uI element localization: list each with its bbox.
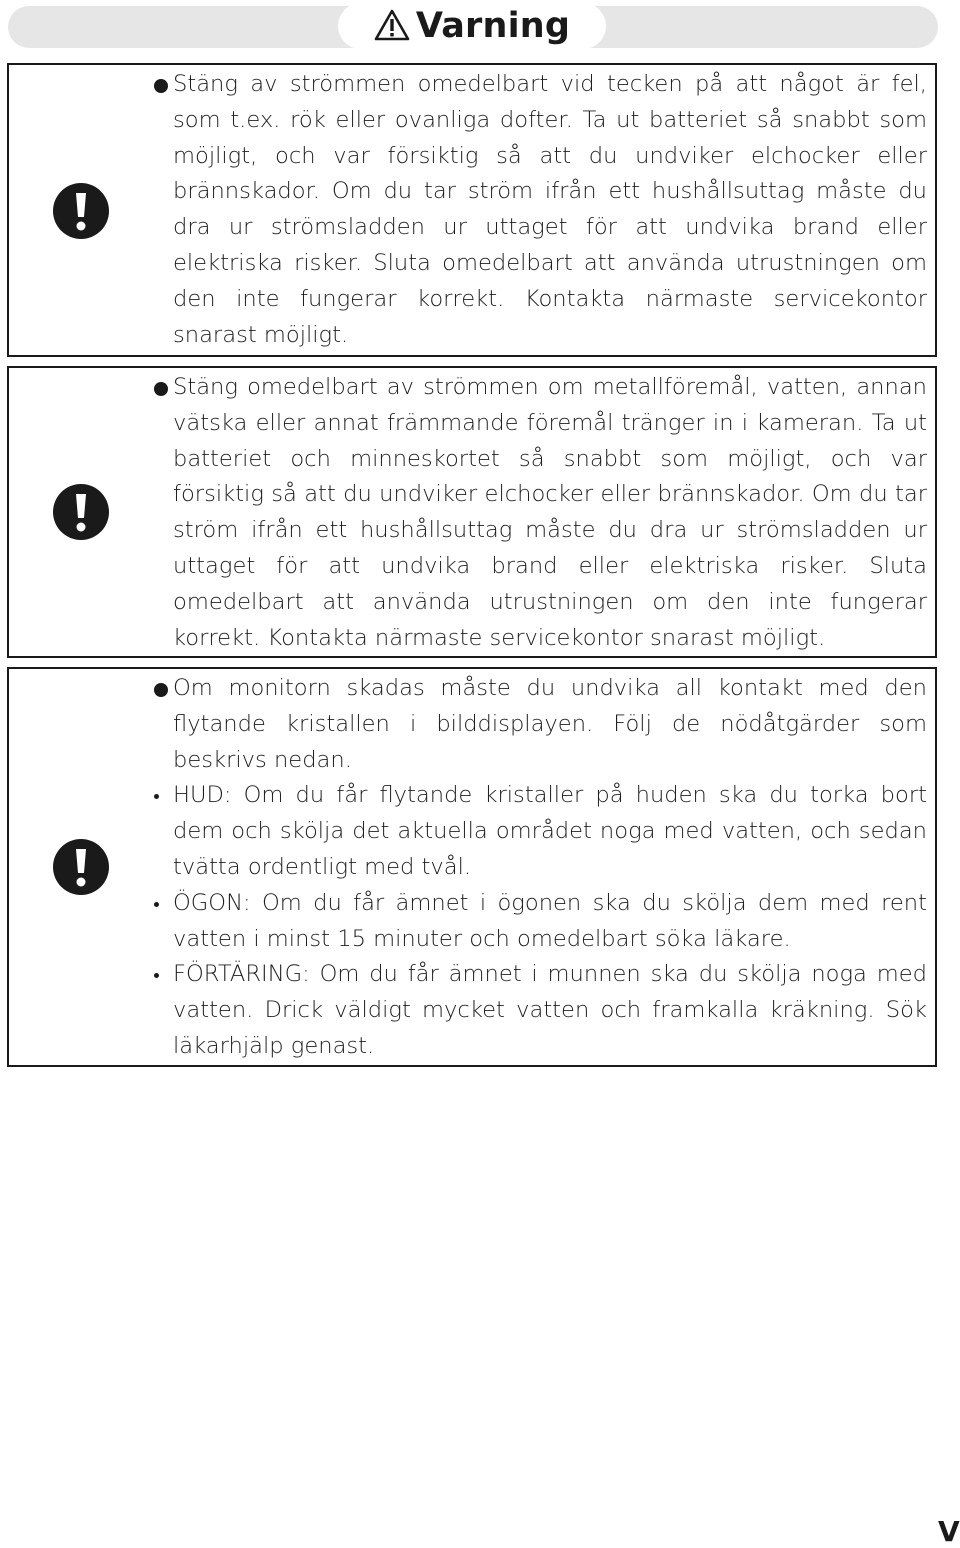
bullet-dot-icon <box>154 79 168 93</box>
header-title: Varning <box>415 6 571 46</box>
warning-panel-3 <box>7 667 937 1067</box>
small-bullet-icon <box>154 902 159 907</box>
list-item <box>173 886 927 958</box>
bullet-dot-icon <box>154 382 168 396</box>
warning-triangle-icon <box>374 8 410 42</box>
paragraph-text: Stäng omedelbart av strömmen om metallföremål, vatten, annan vätska eller annat främmande föremål tränger in i kameran. Ta ut batteriet och minneskortet så snabbt som möjligt, och var försiktig så att du undviker elchocker eller brännskador. Om du tar ström ifrån ett hushållsuttag måste du dra ur strömsladden ur uttaget för att undvika brand eller elektriska risker. Sluta omedelbart att använda utrustningen om den inte fungerar korrekt. Kontakta närmaste servicekontor snarast möjligt. <box>173 374 927 651</box>
page-marker: V <box>938 1515 960 1548</box>
list-item-text: ÖGON: Om du får ämnet i ögonen ska du skölja dem med rent vatten i minst 15 minuter och omedelbart söka läkare. <box>173 889 927 952</box>
bullet-paragraph <box>173 671 927 778</box>
paragraph-text: Om monitorn skadas måste du undvika all kontakt med den flytande kristallen i bilddisplayen. Följ de nödåtgärder som beskrivs nedan. <box>173 675 927 773</box>
header-pill <box>338 3 606 49</box>
exclamation-icon <box>53 484 109 540</box>
small-bullet-icon <box>154 794 159 799</box>
list-item-text: FÖRTÄRING: Om du får ämnet i munnen ska du skölja noga med vatten. Drick väldigt mycket vatten och framkalla kräkning. Sök läkarhjälp genast. <box>173 961 927 1059</box>
warning-panel-2 <box>7 366 937 658</box>
bullet-paragraph <box>173 67 927 353</box>
list-item <box>173 778 927 885</box>
list-item <box>173 957 927 1064</box>
panel-text <box>173 67 927 353</box>
small-bullet-icon <box>154 973 159 978</box>
bullet-paragraph <box>173 370 927 656</box>
warning-panel-1 <box>7 63 937 357</box>
panel-text <box>173 370 927 656</box>
bullet-dot-icon <box>154 683 168 697</box>
exclamation-icon <box>53 839 109 895</box>
panel-text <box>173 671 927 1065</box>
paragraph-text: Stäng av strömmen omedelbart vid tecken på att något är fel, som t.ex. rök eller ovanliga dofter. Ta ut batteriet så snabbt som möjligt, och var försiktig så att du undviker elchocker eller brännskador. Om du tar ström ifrån ett hushållsuttag måste du dra ur strömsladden ur uttaget för att undvika brand eller elektriska risker. Sluta omedelbart att använda utrustningen om den inte fungerar korrekt. Kontakta närmaste servicekontor snarast möjligt. <box>173 71 927 348</box>
list-item-text: HUD: Om du får flytande kristaller på huden ska du torka bort dem och skölja det aktuella området noga med vatten, och sedan tvätta ordentligt med tvål. <box>173 782 927 880</box>
exclamation-icon <box>53 183 109 239</box>
